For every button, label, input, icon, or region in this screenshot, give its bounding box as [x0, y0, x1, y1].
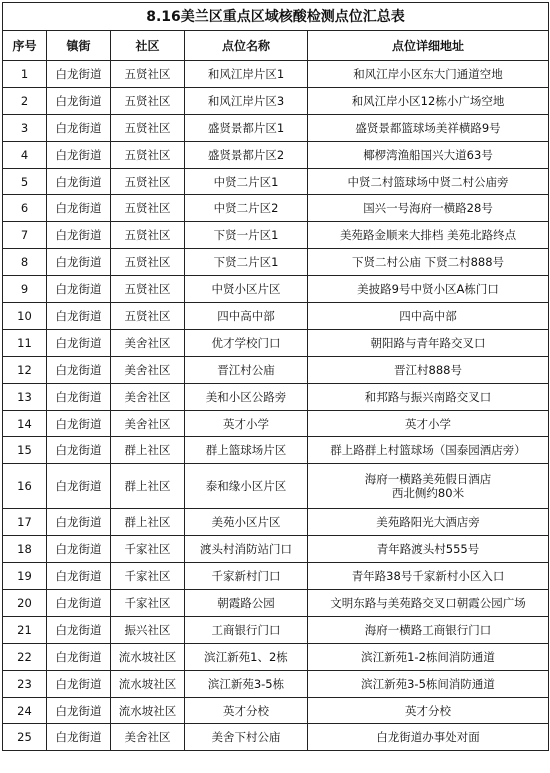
cell-no: 8 [3, 249, 47, 276]
cell-address: 盛贤景都篮球场美祥横路9号 [308, 114, 549, 141]
cell-site-name: 美苑小区片区 [185, 509, 308, 536]
cell-no: 22 [3, 643, 47, 670]
cell-address: 中贤二村篮球场中贤二村公庙旁 [308, 168, 549, 195]
cell-address: 白龙街道办事处对面 [308, 724, 549, 751]
cell-no: 1 [3, 61, 47, 88]
header-community: 社区 [111, 31, 185, 61]
cell-no: 4 [3, 141, 47, 168]
testing-sites-table [2, 2, 549, 751]
cell-community: 千家社区 [111, 563, 185, 590]
cell-no: 6 [3, 195, 47, 222]
cell-site-name: 中贤二片区1 [185, 168, 308, 195]
cell-no: 18 [3, 536, 47, 563]
table-row [3, 303, 549, 330]
cell-no: 9 [3, 276, 47, 303]
cell-site-name: 滨江新苑3-5栋 [185, 670, 308, 697]
cell-site-name: 和风江岸片区1 [185, 61, 308, 88]
cell-community: 五贤社区 [111, 168, 185, 195]
cell-address: 海府一横路工商银行门口 [308, 616, 549, 643]
table-row [3, 643, 549, 670]
cell-community: 千家社区 [111, 590, 185, 617]
table-row [3, 87, 549, 114]
cell-site-name: 滨江新苑1、2栋 [185, 643, 308, 670]
table-row [3, 383, 549, 410]
cell-town: 白龙街道 [47, 590, 111, 617]
cell-town: 白龙街道 [47, 724, 111, 751]
cell-site-name: 朝霞路公园 [185, 590, 308, 617]
cell-site-name: 中贤小区片区 [185, 276, 308, 303]
cell-community: 美舍社区 [111, 356, 185, 383]
cell-site-name: 英才小学 [185, 410, 308, 437]
cell-town: 白龙街道 [47, 329, 111, 356]
cell-town: 白龙街道 [47, 303, 111, 330]
cell-site-name: 中贤二片区2 [185, 195, 308, 222]
cell-community: 流水坡社区 [111, 643, 185, 670]
cell-no: 17 [3, 509, 47, 536]
cell-community: 五贤社区 [111, 141, 185, 168]
cell-no: 2 [3, 87, 47, 114]
cell-no: 11 [3, 329, 47, 356]
cell-site-name: 优才学校门口 [185, 329, 308, 356]
cell-town: 白龙街道 [47, 437, 111, 464]
cell-site-name: 和风江岸片区3 [185, 87, 308, 114]
cell-site-name: 晋江村公庙 [185, 356, 308, 383]
header-address: 点位详细地址 [308, 31, 549, 61]
cell-address: 朝阳路与青年路交叉口 [308, 329, 549, 356]
cell-town: 白龙街道 [47, 87, 111, 114]
table-body [3, 61, 549, 751]
cell-community: 流水坡社区 [111, 697, 185, 724]
cell-no: 23 [3, 670, 47, 697]
cell-community: 五贤社区 [111, 303, 185, 330]
cell-town: 白龙街道 [47, 249, 111, 276]
cell-address: 美苑路阳光大酒店旁 [308, 509, 549, 536]
cell-community: 五贤社区 [111, 114, 185, 141]
cell-community: 五贤社区 [111, 276, 185, 303]
cell-town: 白龙街道 [47, 356, 111, 383]
table-row [3, 114, 549, 141]
table-row [3, 464, 549, 509]
cell-community: 五贤社区 [111, 61, 185, 88]
cell-site-name: 英才分校 [185, 697, 308, 724]
cell-address: 英才小学 [308, 410, 549, 437]
cell-no: 21 [3, 616, 47, 643]
cell-town: 白龙街道 [47, 114, 111, 141]
cell-community: 美舍社区 [111, 383, 185, 410]
cell-community: 五贤社区 [111, 249, 185, 276]
header-row [3, 31, 549, 61]
cell-site-name: 四中高中部 [185, 303, 308, 330]
cell-site-name: 泰和缘小区片区 [185, 464, 308, 509]
cell-town: 白龙街道 [47, 536, 111, 563]
header-site-name: 点位名称 [185, 31, 308, 61]
table-title: 8.16美兰区重点区域核酸检测点位汇总表 [3, 3, 549, 31]
cell-community: 群上社区 [111, 464, 185, 509]
cell-town: 白龙街道 [47, 643, 111, 670]
cell-community: 美舍社区 [111, 329, 185, 356]
summary-sheet [2, 2, 548, 751]
cell-site-name: 工商银行门口 [185, 616, 308, 643]
cell-community: 美舍社区 [111, 410, 185, 437]
cell-no: 24 [3, 697, 47, 724]
table-row [3, 249, 549, 276]
cell-site-name: 美和小区公路旁 [185, 383, 308, 410]
cell-town: 白龙街道 [47, 383, 111, 410]
cell-address: 和风江岸小区东大门通道空地 [308, 61, 549, 88]
cell-community: 美舍社区 [111, 724, 185, 751]
cell-site-name: 盛贤景都片区2 [185, 141, 308, 168]
header-town: 镇街 [47, 31, 111, 61]
cell-address: 青年路38号千家新村小区入口 [308, 563, 549, 590]
cell-town: 白龙街道 [47, 195, 111, 222]
cell-no: 12 [3, 356, 47, 383]
cell-community: 五贤社区 [111, 87, 185, 114]
cell-town: 白龙街道 [47, 61, 111, 88]
cell-town: 白龙街道 [47, 464, 111, 509]
cell-community: 振兴社区 [111, 616, 185, 643]
cell-no: 20 [3, 590, 47, 617]
cell-site-name: 渡头村消防站门口 [185, 536, 308, 563]
header-no: 序号 [3, 31, 47, 61]
cell-town: 白龙街道 [47, 616, 111, 643]
cell-town: 白龙街道 [47, 168, 111, 195]
cell-site-name: 下贤二片区1 [185, 249, 308, 276]
cell-address: 椰椤湾渔船国兴大道63号 [308, 141, 549, 168]
table-row [3, 509, 549, 536]
cell-community: 千家社区 [111, 536, 185, 563]
table-row [3, 61, 549, 88]
table-row [3, 356, 549, 383]
cell-town: 白龙街道 [47, 222, 111, 249]
cell-town: 白龙街道 [47, 670, 111, 697]
cell-address: 晋江村888号 [308, 356, 549, 383]
cell-address: 群上路群上村篮球场（国泰园酒店旁） [308, 437, 549, 464]
cell-community: 五贤社区 [111, 195, 185, 222]
cell-no: 10 [3, 303, 47, 330]
cell-address: 国兴一号海府一横路28号 [308, 195, 549, 222]
table-row [3, 616, 549, 643]
cell-no: 7 [3, 222, 47, 249]
table-row [3, 329, 549, 356]
table-row [3, 222, 549, 249]
cell-site-name: 美舍下村公庙 [185, 724, 308, 751]
table-row [3, 536, 549, 563]
cell-address: 美披路9号中贤小区A栋门口 [308, 276, 549, 303]
table-row [3, 697, 549, 724]
cell-town: 白龙街道 [47, 276, 111, 303]
table-row [3, 563, 549, 590]
cell-address: 文明东路与美苑路交叉口朝霞公园广场 [308, 590, 549, 617]
cell-town: 白龙街道 [47, 410, 111, 437]
cell-address: 英才分校 [308, 697, 549, 724]
cell-no: 15 [3, 437, 47, 464]
cell-town: 白龙街道 [47, 697, 111, 724]
table-row [3, 195, 549, 222]
cell-no: 19 [3, 563, 47, 590]
table-row [3, 276, 549, 303]
cell-address: 海府一横路美苑假日酒店 西北侧约80米 [308, 464, 549, 509]
cell-site-name: 千家新村门口 [185, 563, 308, 590]
table-row [3, 590, 549, 617]
cell-site-name: 群上篮球场片区 [185, 437, 308, 464]
cell-town: 白龙街道 [47, 509, 111, 536]
cell-no: 13 [3, 383, 47, 410]
table-row [3, 670, 549, 697]
cell-community: 五贤社区 [111, 222, 185, 249]
cell-site-name: 盛贤景都片区1 [185, 114, 308, 141]
cell-address: 下贤二村公庙 下贤二村888号 [308, 249, 549, 276]
cell-community: 群上社区 [111, 437, 185, 464]
table-row [3, 168, 549, 195]
cell-community: 群上社区 [111, 509, 185, 536]
cell-community: 流水坡社区 [111, 670, 185, 697]
cell-address: 滨江新苑1-2栋间消防通道 [308, 643, 549, 670]
cell-address: 四中高中部 [308, 303, 549, 330]
cell-no: 5 [3, 168, 47, 195]
cell-address: 滨江新苑3-5栋间消防通道 [308, 670, 549, 697]
cell-site-name: 下贤一片区1 [185, 222, 308, 249]
cell-no: 3 [3, 114, 47, 141]
cell-town: 白龙街道 [47, 563, 111, 590]
cell-no: 25 [3, 724, 47, 751]
table-row [3, 724, 549, 751]
cell-address: 青年路渡头村555号 [308, 536, 549, 563]
cell-town: 白龙街道 [47, 141, 111, 168]
table-row [3, 141, 549, 168]
table-row [3, 410, 549, 437]
cell-address: 和风江岸小区12栋小广场空地 [308, 87, 549, 114]
table-row [3, 437, 549, 464]
cell-no: 14 [3, 410, 47, 437]
cell-address: 和邦路与振兴南路交叉口 [308, 383, 549, 410]
cell-address: 美苑路金顺来大排档 美苑北路终点 [308, 222, 549, 249]
cell-no: 16 [3, 464, 47, 509]
